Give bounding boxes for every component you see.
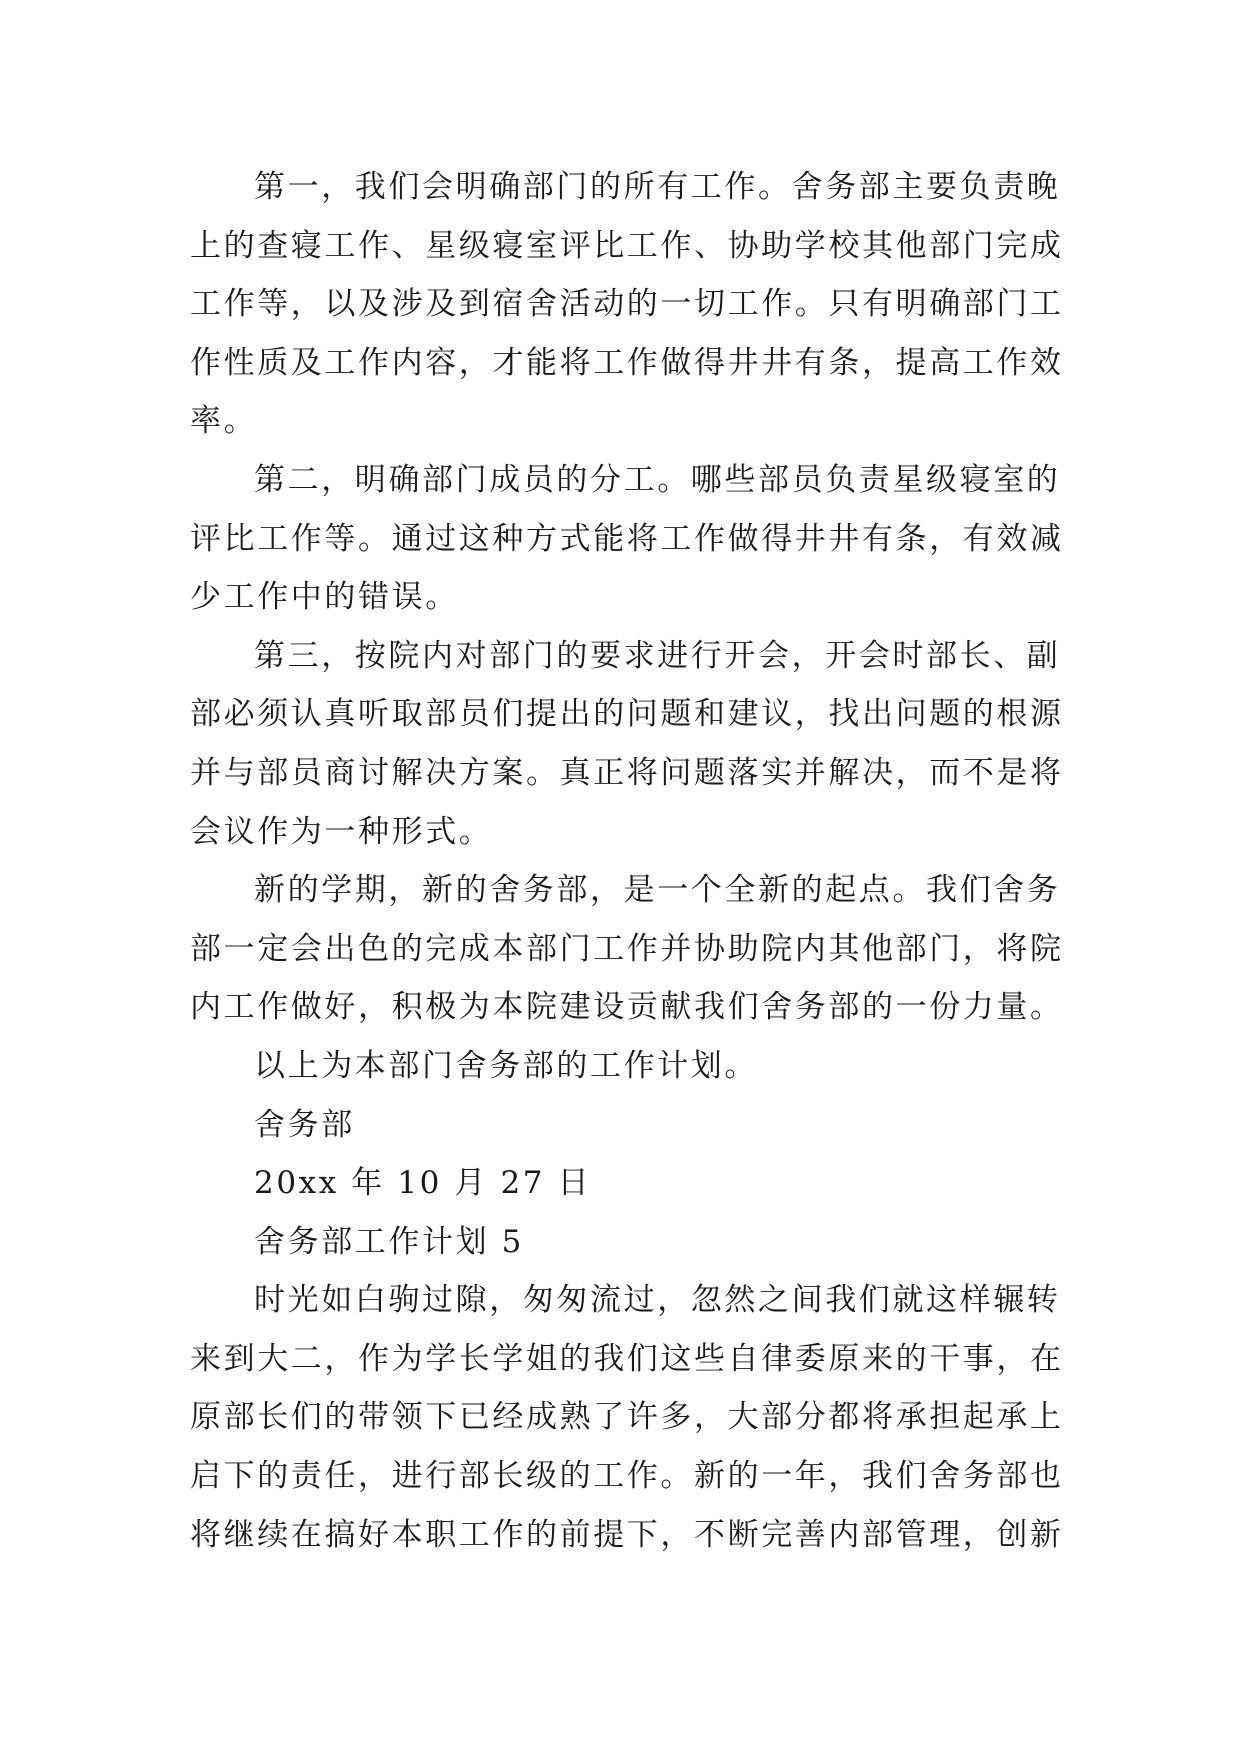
text-line: 上的查寝工作、星级寝室评比工作、协助学校其他部门完成	[190, 227, 1064, 264]
text-line: 部一定会出色的完成本部门工作并协助院内其他部门，将院	[190, 930, 1064, 967]
text-line: 内工作做好，积极为本院建设贡献我们舍务部的一份力量。	[190, 989, 1064, 1026]
text-line: 少工作中的错误。	[190, 579, 459, 616]
text-line: 作性质及工作内容，才能将工作做得井井有条，提高工作效	[190, 344, 1064, 381]
text-line: 启下的责任，进行部长级的工作。新的一年，我们舍务部也	[190, 1458, 1064, 1495]
text-line: 第三，按院内对部门的要求进行开会，开会时部长、副	[254, 637, 1061, 674]
text-line: 第二，明确部门成员的分工。哪些部员负责星级寝室的	[254, 461, 1061, 498]
text-line: 时光如白驹过隙，匆匆流过，忽然之间我们就这样辗转	[254, 1282, 1061, 1319]
text-line: 第一，我们会明确部门的所有工作。舍务部主要负责晚	[254, 169, 1061, 205]
text-line: 以上为本部门舍务部的工作计划。	[254, 1047, 758, 1084]
text-line: 工作等，以及涉及到宿舍活动的一切工作。只有明确部门工	[190, 286, 1064, 323]
text-line: 部必须认真听取部员们提出的问题和建议，找出问题的根源	[190, 696, 1064, 733]
text-line: 来到大二，作为学长学姐的我们这些自律委原来的干事，在	[190, 1340, 1064, 1377]
text-line: 新的学期，新的舍务部，是一个全新的起点。我们舍务	[254, 872, 1061, 909]
signature-date: 20xx 年 10 月 27 日	[254, 1165, 592, 1202]
text-line: 并与部员商讨解决方案。真正将问题落实并解决，而不是将	[190, 754, 1064, 791]
text-line: 会议作为一种形式。	[190, 813, 493, 850]
text-line: 率。	[190, 403, 258, 440]
text-line: 评比工作等。通过这种方式能将工作做得井井有条，有效减	[190, 520, 1064, 557]
text-line: 将继续在搞好本职工作的前提下，不断完善内部管理，创新	[190, 1516, 1064, 1553]
text-line: 原部长们的带领下已经成熟了许多，大部分都将承担起承上	[190, 1399, 1064, 1436]
signature-department: 舍务部	[254, 1106, 355, 1143]
section-heading: 舍务部工作计划 5	[254, 1223, 524, 1260]
document-body	[190, 158, 1064, 1564]
